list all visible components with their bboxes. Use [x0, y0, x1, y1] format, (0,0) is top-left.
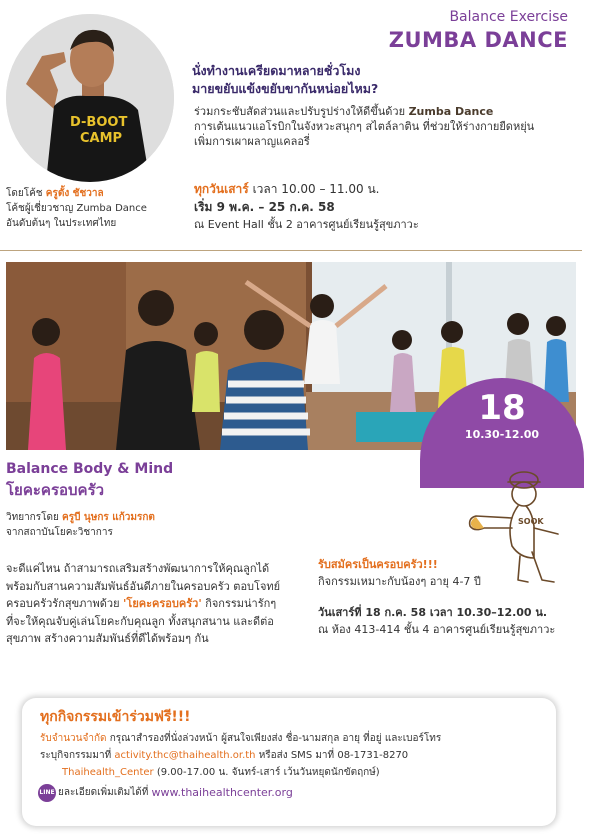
coach-rank: อันดับต้นๆ ในประเทศไทย: [6, 218, 117, 229]
speaker-org: จากสถาบันโยคะวิชาการ: [6, 527, 113, 538]
shirt-text: D-BOOT: [70, 115, 128, 130]
line-icon: LINE: [38, 784, 56, 802]
apply-age: กิจกรรมเหมาะกับน้องๆ อายุ 4-7 ปี: [318, 575, 481, 588]
notice-line: [40, 747, 550, 764]
notice-line: [40, 730, 550, 747]
notice-text: หรือส่ง SMS มาที่: [258, 750, 335, 761]
apply-date: วันเสาร์ที่ 18 ก.ค. 58 เวลา 10.30–12.00 น.: [318, 606, 548, 619]
speaker-info: [6, 510, 306, 540]
notice-title: ทุกกิจกรรมเข้าร่วมฟรี!!!: [40, 709, 191, 725]
headline-line: มายขยับแข้งขยับขากันหน่อยไหม?: [192, 81, 379, 96]
schedule-place: ณ Event Hall ชั้น 2 อาคารศูนย์เรียนรู้สุขภาวะ: [194, 218, 419, 231]
description-text: ครอบครัวรักสุขภาพด้วย: [6, 597, 120, 610]
family-kicker: Balance Body & Mind: [6, 461, 174, 477]
schedule-time: [194, 180, 584, 198]
schedule-day: ทุกวันเสาร์: [194, 182, 249, 196]
badge-day: 18: [478, 388, 526, 428]
description-line: จะดีแค่ไหน ถ้าสามารถเสริมสร้างพัฒนาการให้คุณลูกได้: [6, 562, 270, 575]
email-link[interactable]: activity.thc@thaihealth.or.th: [114, 750, 256, 761]
website-link[interactable]: www.thaihealthcenter.org: [151, 786, 293, 799]
section-kicker: Balance Exercise: [449, 9, 568, 25]
schedule-hours: เวลา 10.00 – 11.00 น.: [252, 182, 380, 196]
coach-title: โค้ชผู้เชี่ยวชาญ Zumba Dance: [6, 203, 147, 214]
coach-name: ครูตั้ง ชัชวาล: [45, 188, 104, 199]
coach-caption: [6, 186, 186, 231]
badge-time: 10.30-12.00: [464, 428, 540, 441]
sms-number[interactable]: 08-1731-8270: [337, 750, 409, 761]
apply-place: ณ ห้อง 413-414 ชั้น 4 อาคารศูนย์เรียนรู้สุขภาวะ: [318, 623, 556, 636]
coach-name-line: [6, 186, 186, 201]
family-description: [6, 560, 306, 648]
description-line: เพิ่มการเผาผลาญแคลอรี่: [194, 135, 310, 148]
more-info: [38, 784, 293, 802]
notice-line: [40, 764, 550, 781]
coach-prefix: โดยโค้ช: [6, 188, 43, 199]
shirt-text: CAMP: [80, 131, 123, 146]
more-info-text: ยละเอียดเพิ่มเติมได้ที่: [58, 787, 149, 798]
zumba-headline: [192, 62, 378, 98]
family-title: โยคะครอบครัว: [6, 481, 105, 499]
speaker-line: [6, 510, 306, 525]
notice-text: ระบุกิจกรรมมาที่: [40, 750, 112, 761]
zumba-description: [194, 104, 589, 149]
zumba-schedule: [194, 180, 584, 234]
page-title: ZUMBA DANCE: [388, 28, 568, 52]
description-line: [6, 595, 306, 613]
twitter-handle[interactable]: Thaihealth_Center: [62, 767, 154, 778]
description-text: กิจกรรมน่ารักๆ: [205, 597, 277, 610]
headline-line: นั่งทำงานเครียดมาหลายชั่วโมง: [192, 63, 361, 78]
description-line: การเต้นแนวแอโรบิกในจังหวะสนุกๆ สไตล์ลาติน ที่ช่วยให้ร่างกายยืดหยุ่น: [194, 120, 535, 133]
speaker-prefix: วิทยากรโดย: [6, 512, 59, 523]
registration-notice: [22, 698, 556, 826]
mascot-label: SOOK: [518, 517, 544, 526]
description-line: พร้อมกับสานความสัมพันธ์อันดีภายในครอบครัว ตอบโจทย์: [6, 579, 281, 593]
coach-photo: [6, 14, 174, 182]
apply-title: รับสมัครเป็นครอบครัว!!!: [318, 558, 438, 571]
description-line: ที่จะให้คุณจับคู่เล่นโยคะกับคุณลูก ทั้งสนุกสนาน และดีต่อ: [6, 614, 274, 628]
description-line: สุขภาพ สร้างความสัมพันธ์ที่ดีได้พร้อมๆ กัน: [6, 632, 209, 645]
speaker-name: ครูบี นุษกร แก้วมรกต: [62, 512, 155, 523]
notice-text: กรุณาสำรองที่นั่งล่วงหน้า ผู้สนใจเพียงส่ง ชื่อ-นามสกุล อายุ ที่อยู่ และเบอร์โทร: [109, 733, 442, 744]
coach-illustration: [6, 14, 174, 182]
section-divider: [0, 250, 582, 251]
limit-text: รับจำนวนจำกัด: [40, 733, 107, 744]
office-hours: (9.00-17.00 น. จันทร์-เสาร์ เว้นวันหยุดนักขัตฤกษ์): [156, 767, 380, 778]
notice-body: [40, 730, 550, 781]
description-line: [194, 104, 589, 119]
highlight-text: 'โยคะครอบครัว': [123, 597, 202, 610]
brand-name: Zumba Dance: [408, 105, 494, 118]
schedule-dates: เริ่ม 9 พ.ค. – 25 ก.ค. 58: [194, 200, 335, 214]
description-text: ร่วมกระชับสัดส่วนและปรับรูปร่างให้ดีขึ้นด้วย: [194, 105, 406, 118]
apply-info: [318, 556, 594, 638]
